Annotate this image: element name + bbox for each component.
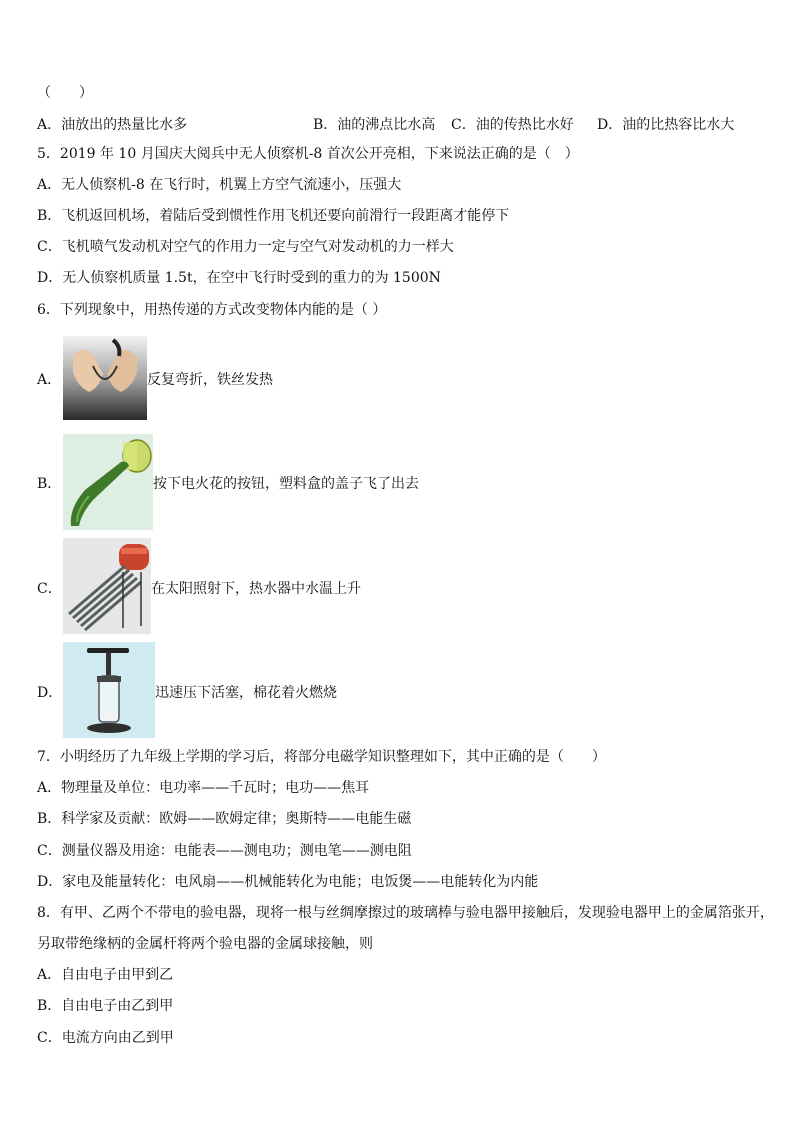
q5-option-b: B．飞机返回机场，着陆后受到惯性作用飞机还要向前滑行一段距离才能停下 [37, 208, 510, 224]
q8-option-a: A．自由电子由甲到乙 [37, 967, 174, 983]
q6-option-b-label: B． [37, 476, 62, 492]
hands-bending-wire-photo [63, 336, 147, 420]
q5-option-d: D．无人侦察机质量 1.5t，在空中飞行时受到的重力的为 1500N [37, 270, 441, 286]
q6-option-d [37, 642, 737, 738]
fire-piston-photo [63, 642, 155, 738]
q8-option-b: B．自由电子由乙到甲 [37, 998, 174, 1014]
q7-option-c: C．测量仪器及用途：电能表——测电功；测电笔——测电阻 [37, 843, 412, 859]
q6-option-d-text: 迅速压下活塞，棉花着火燃烧 [155, 685, 337, 701]
q6-option-a [37, 336, 737, 420]
q6-option-b [37, 434, 737, 530]
q5-stem: 5．2019 年 10 月国庆大阅兵中无人侦察机-8 首次公开亮相，下来说法正确的是（ ） [37, 146, 579, 162]
q7-option-b: B．科学家及贡献：欧姆——欧姆定律；奥斯特——电能生磁 [37, 811, 412, 827]
q6-option-c [37, 538, 737, 634]
q8-stem-line2: 另取带绝缘柄的金属杆将两个验电器的金属球接触，则 [37, 936, 373, 952]
q8-stem-line1: 8．有甲、乙两个不带电的验电器，现将一根与丝绸摩擦过的玻璃棒与验电器甲接触后，发现验电器甲上的金属箔张开， [37, 905, 774, 921]
q6-option-a-text: 反复弯折，铁丝发热 [147, 372, 273, 388]
q6-option-d-label: D． [37, 685, 63, 701]
q7-option-a: A．物理量及单位：电功率——千瓦时；电功——焦耳 [37, 780, 370, 796]
q7-option-d: D．家电及能量转化：电风扇——机械能转化为电能；电饭煲——电能转化为内能 [37, 874, 539, 890]
q7-stem: 7．小明经历了九年级上学期的学习后，将部分电磁学知识整理如下，其中正确的是（ ） [37, 749, 606, 765]
q6-option-a-label: A． [37, 372, 62, 388]
q4-option-d: D．油的比热容比水大 [597, 117, 735, 133]
q6-option-c-text: 在太阳照射下，热水器中水温上升 [151, 581, 361, 597]
q6-stem: 6．下列现象中，用热传递的方式改变物体内能的是（ ） [37, 302, 387, 318]
q5-option-a: A．无人侦察机-8 在飞行时，机翼上方空气流速小，压强大 [37, 177, 402, 193]
q4-option-c: C．油的传热比水好 [451, 117, 574, 133]
q6-option-c-label: C． [37, 581, 62, 597]
q8-option-c: C．电流方向由乙到甲 [37, 1030, 174, 1046]
q6-option-b-text: 按下电火花的按钮，塑料盒的盖子飞了出去 [153, 476, 419, 492]
q4-answer-bracket: （ ） [37, 85, 93, 101]
q4-option-b: B．油的沸点比水高 [313, 117, 436, 133]
solar-water-heater-photo [63, 538, 151, 634]
q5-option-c: C．飞机喷气发动机对空气的作用力一定与空气对发动机的力一样大 [37, 239, 454, 255]
q4-options-row [37, 114, 757, 132]
q4-option-a: A．油放出的热量比水多 [37, 117, 188, 133]
spark-igniter-plastic-box-photo [63, 434, 153, 530]
